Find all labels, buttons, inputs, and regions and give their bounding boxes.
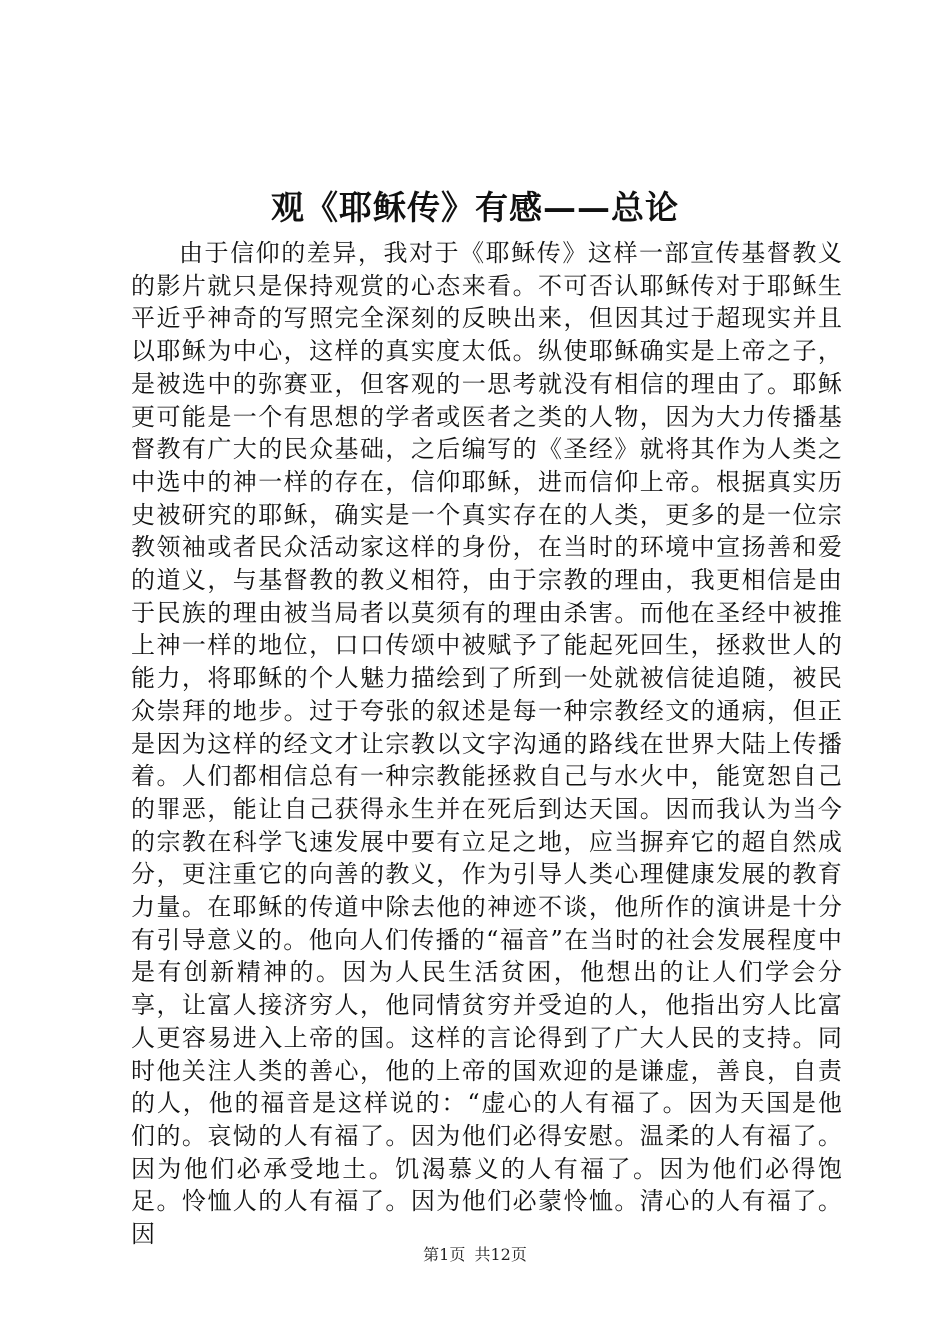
page-number: 第1页	[423, 1245, 466, 1264]
document-body-paragraph: 由于信仰的差异，我对于《耶稣传》这样一部宣传基督教义的影片就只是保持观赏的心态来看。不可否认耶稣传对于耶稣生平近乎神奇的写照完全深刻的反映出来，但因其过于超现实并且以耶稣为中心，这样的真实度太低。纵使耶稣确实是上帝之子，是被选中的弥赛亚，但客观的一思考就没有相信的理由了。耶稣更可能是一个有思想的学者或医者之类的人物，因为大力传播基督教有广大的民众基础，之后编写的《圣经》就将其作为人类之中选中的神一样的存在，信仰耶稣，进而信仰上帝。根据真实历史被研究的耶稣，确实是一个真实存在的人类，更多的是一位宗教领袖或者民众活动家这样的身份，在当时的环境中宣扬善和爱的道义，与基督教的教义相符，由于宗教的理由，我更相信是由于民族的理由被当局者以莫须有的理由杀害。而他在圣经中被推上神一样的地位，口口传颂中被赋予了能起死回生，拯救世人的能力，将耶稣的个人魅力描绘到了所到一处就被信徒追随，被民众崇拜的地步。过于夸张的叙述是每一种宗教经文的通病，但正是因为这样的经文才让宗教以文字沟通的路线在世界大陆上传播着。人们都相信总有一种宗教能拯救自己与水火中，能宽恕自己的罪恶，能让自己获得永生并在死后到达天国。因而我认为当今的宗教在科学飞速发展中要有立足之地，应当摒弃它的超自然成分，更注重它的向善的教义，作为引导人类心理健康发展的教育力量。在耶稣的传道中除去他的神迹不谈，他所作的演讲是十分有引导意义的。他向人们传播的“福音”在当时的社会发展程度中是有创新精神的。因为人民生活贫困，他想出的让人们学会分享，让富人接济穷人，他同情贫穷并受迫的人，他指出穷人比富人更容易进入上帝的国。这样的言论得到了广大人民的支持。同时他关注人类的善心，他的上帝的国欢迎的是谦虚，善良，自责的人，他的福音是这样说的：“虚心的人有福了。因为天国是他们的。哀恸的人有福了。因为他们必得安慰。温柔的人有福了。因为他们必承受地土。饥渴慕义的人有福了。因为他们必得饱足。怜恤人的人有福了。因为他们必蒙怜恤。清心的人有福了。因	[131, 239, 843, 1249]
document-title: 观《耶稣传》有感——总论	[271, 188, 679, 227]
page-total: 共12页	[474, 1245, 527, 1264]
page-footer	[0, 1244, 950, 1266]
